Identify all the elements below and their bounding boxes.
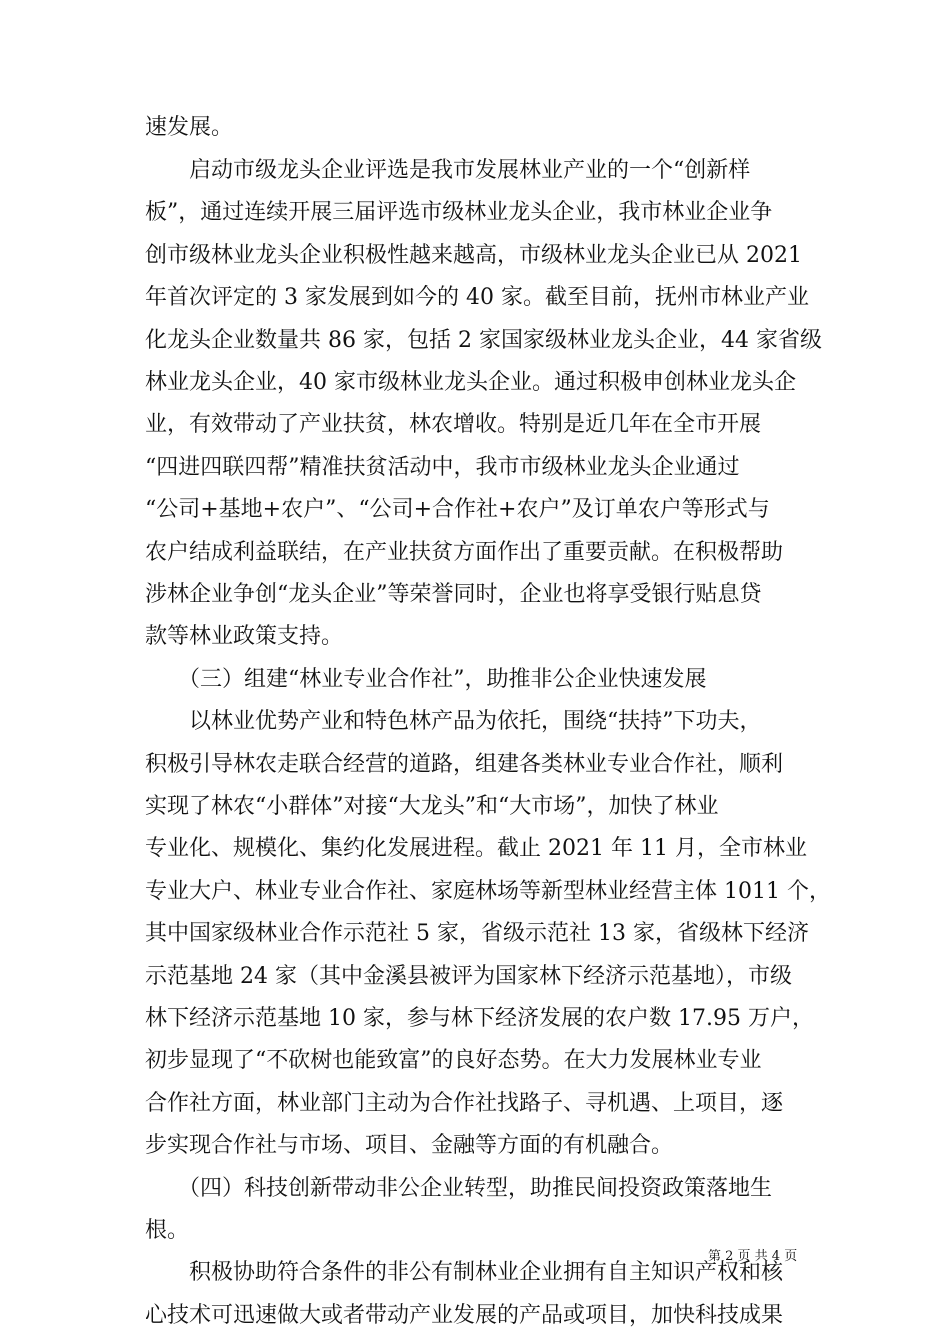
- page-number-footer: 第 2 页 共 4 页: [708, 1249, 798, 1264]
- text-line: 其中国家级林业合作示范社 5 家，省级示范社 13 家，省级林下经济: [145, 921, 809, 946]
- text-line: 积极协助符合条件的非公有制林业企业拥有自主知识产权和核: [145, 1260, 784, 1285]
- text-line: 林业龙头企业，40 家市级林业龙头企业。通过积极申创林业龙头企: [145, 370, 796, 395]
- text-line: “四进四联四帮”精准扶贫活动中，我市市级林业龙头企业通过: [145, 455, 740, 480]
- text-line: 林下经济示范基地 10 家，参与林下经济发展的农户数 17.95 万户，: [145, 1006, 814, 1031]
- text-line: 实现了林农“小群体”对接“大龙头”和“大市场”，加快了林业: [145, 794, 719, 819]
- text-line: 速发展。: [145, 115, 234, 140]
- text-line: 农户结成利益联结，在产业扶贫方面作出了重要贡献。在积极帮助: [145, 540, 784, 565]
- text-line: 板”，通过连续开展三届评选市级林业龙头企业，我市林业企业争: [145, 200, 773, 225]
- section-heading: （三）组建“林业专业合作社”，助推非公企业快速发展: [145, 667, 707, 692]
- text-line: 涉林企业争创“龙头企业”等荣誉同时，企业也将享受银行贴息贷: [145, 582, 762, 607]
- text-line: 示范基地 24 家（其中金溪县被评为国家林下经济示范基地），市级: [145, 964, 792, 989]
- text-line: 年首次评定的 3 家发展到如今的 40 家。截至目前，抚州市林业产业: [145, 285, 809, 310]
- section-heading: （四）科技创新带动非公企业转型，助推民间投资政策落地生: [145, 1176, 773, 1201]
- text-line: 以林业优势产业和特色林产品为依托，围绕“扶持”下功夫，: [145, 709, 762, 734]
- text-line: 步实现合作社与市场、项目、金融等方面的有机融合。: [145, 1133, 674, 1158]
- text-line: 款等林业政策支持。: [145, 624, 344, 649]
- text-line: 积极引导林农走联合经营的道路，组建各类林业专业合作社，顺利: [145, 752, 784, 777]
- section-heading: 根。: [145, 1218, 190, 1243]
- text-line: 初步显现了“不砍树也能致富”的良好态势。在大力发展林业专业: [145, 1048, 762, 1073]
- text-line: 业，有效带动了产业扶贫，林农增收。特别是近几年在全市开展: [145, 412, 762, 437]
- text-line: “公司+基地+农户”、“公司+合作社+农户”及订单农户等形式与: [145, 497, 770, 522]
- text-line: 化龙头企业数量共 86 家，包括 2 家国家级林业龙头企业，44 家省级: [145, 328, 822, 353]
- text-line: 专业大户、林业专业合作社、家庭林场等新型林业经营主体 1011 个，: [145, 879, 831, 904]
- text-line: 专业化、规模化、集约化发展进程。截止 2021 年 11 月，全市林业: [145, 836, 807, 861]
- text-line: 创市级林业龙头企业积极性越来越高，市级林业龙头企业已从 2021: [145, 243, 802, 268]
- text-line: 心技术可迅速做大或者带动产业发展的产品或项目，加快科技成果: [145, 1303, 784, 1328]
- text-line: 合作社方面，林业部门主动为合作社找路子、寻机遇、上项目，逐: [145, 1091, 784, 1116]
- text-line: 启动市级龙头企业评选是我市发展林业产业的一个“创新样: [145, 158, 751, 183]
